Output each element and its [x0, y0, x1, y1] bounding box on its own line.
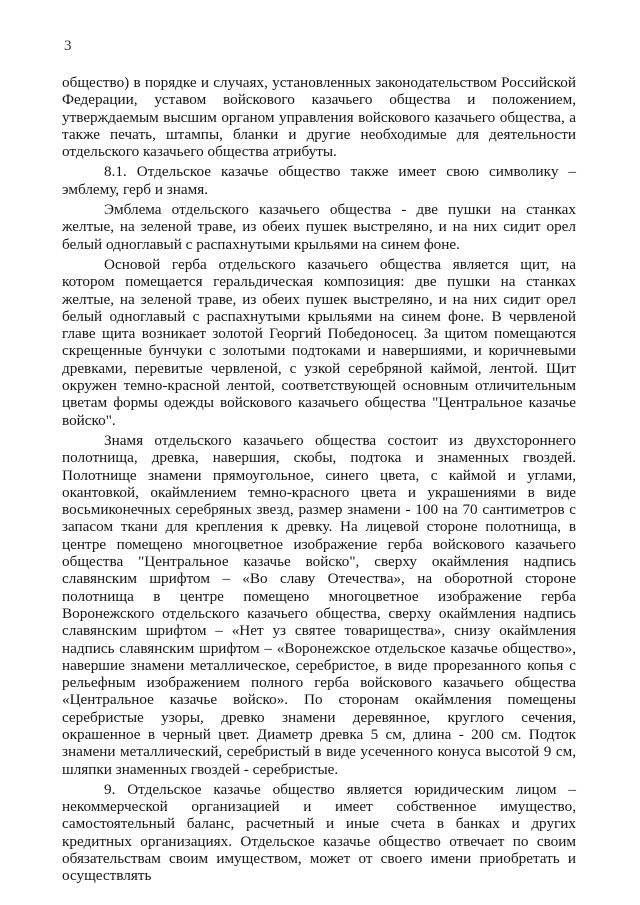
paragraph-8-1-symbols: 8.1. Отдельское казачье общество также имеет свою символику – эмблему, герб и знамя.: [62, 163, 576, 198]
document-body: [62, 74, 576, 888]
paragraph-banner: Знамя отдельского казачьего общества состоит из двухстороннего полотнища, древка, навершия, скобы, подтока и знаменных гвоздей. Полотнище знамени прямоугольное, синего цвета, с каймой и углами, окантовкой, окаймлением темно-красного цвета и украшениями в виде восьмиконечных серебряных звезд, размер знамени - 100 на 70 сантиметров с запасом ткани для крепления к древку. На лицевой стороне полотнища, в центре помещено многоцветное изображение герба войскового казачьего общества "Центральное казачье войско", сверху окаймления надпись славянским шрифтом – «Во славу Отечества», на оборотной стороне полотнища в центре помещено многоцветное изображение герба Воронежского отдельского казачьего общества, сверху окаймления надпись славянским шрифтом – «Нет уз святее товарищества», снизу окаймления надпись славянским шрифтом – «Воронежское отдельское казачье общество», навершие знамени металлическое, серебристое, в виде прорезанного копья с рельефным изображением полного герба войскового казачьего общества «Центральное казачье войско». По сторонам окаймления помещены серебристые узоры, древко знамени деревянное, круглого сечения, окрашенное в черный цвет. Диаметр древка 5 см, длина - 200 см. Подток знамени металлический, серебристый в виде усеченного конуса высотой 9 см, шляпки знаменных гвоздей - серебристые.: [62, 431, 576, 778]
paragraph-coat-of-arms: Основой герба отдельского казачьего общества является щит, на котором помещается геральдическая композиция: две пушки на станках желтые, на зеленой траве, из обеих пушек выстреляно, и на них сидит орел белый одноглавый с распахнутыми крыльями на синем фоне. В червленой главе щита возникает золотой Георгий Победоносец. За щитом помещаются скрещенные бунчуки с золотыми подтоками и навершиями, и коричневыми древками, перевитые червленой, с узкой серебряной каймой, лентой. Щит окружен темно-красной лентой, соответствующей основным отличительным цветам формы одежды войскового казачьего общества "Центральное казачье войско".: [62, 255, 576, 429]
paragraph-continuation: общество) в порядке и случаях, установленных законодательством Российской Федерации, уставом войскового казачьего общества и положением, утверждаемым высшим органом управления войскового казачьего общества, а также печать, штампы, бланки и другие необходимые для деятельности отдельского казачьего общества атрибуты.: [62, 74, 576, 161]
paragraph-emblem: Эмблема отдельского казачьего общества - две пушки на станках желтые, на зеленой траве, из обеих пушек выстреляно, и на них сидит орел белый одноглавый с распахнутыми крыльями на синем фоне.: [62, 201, 576, 253]
page-number: 3: [64, 38, 72, 54]
paragraph-9-legal-entity: 9. Отдельское казачье общество является юридическим лицом – некоммерческой организацией и имеет собственное имущество, самостоятельный баланс, расчетный и иные счета в банках и других кредитных организациях. Отдельское казачье общество отвечает по своим обязательствам своим имуществом, может от своего имени приобретать и осуществлять: [62, 780, 576, 885]
